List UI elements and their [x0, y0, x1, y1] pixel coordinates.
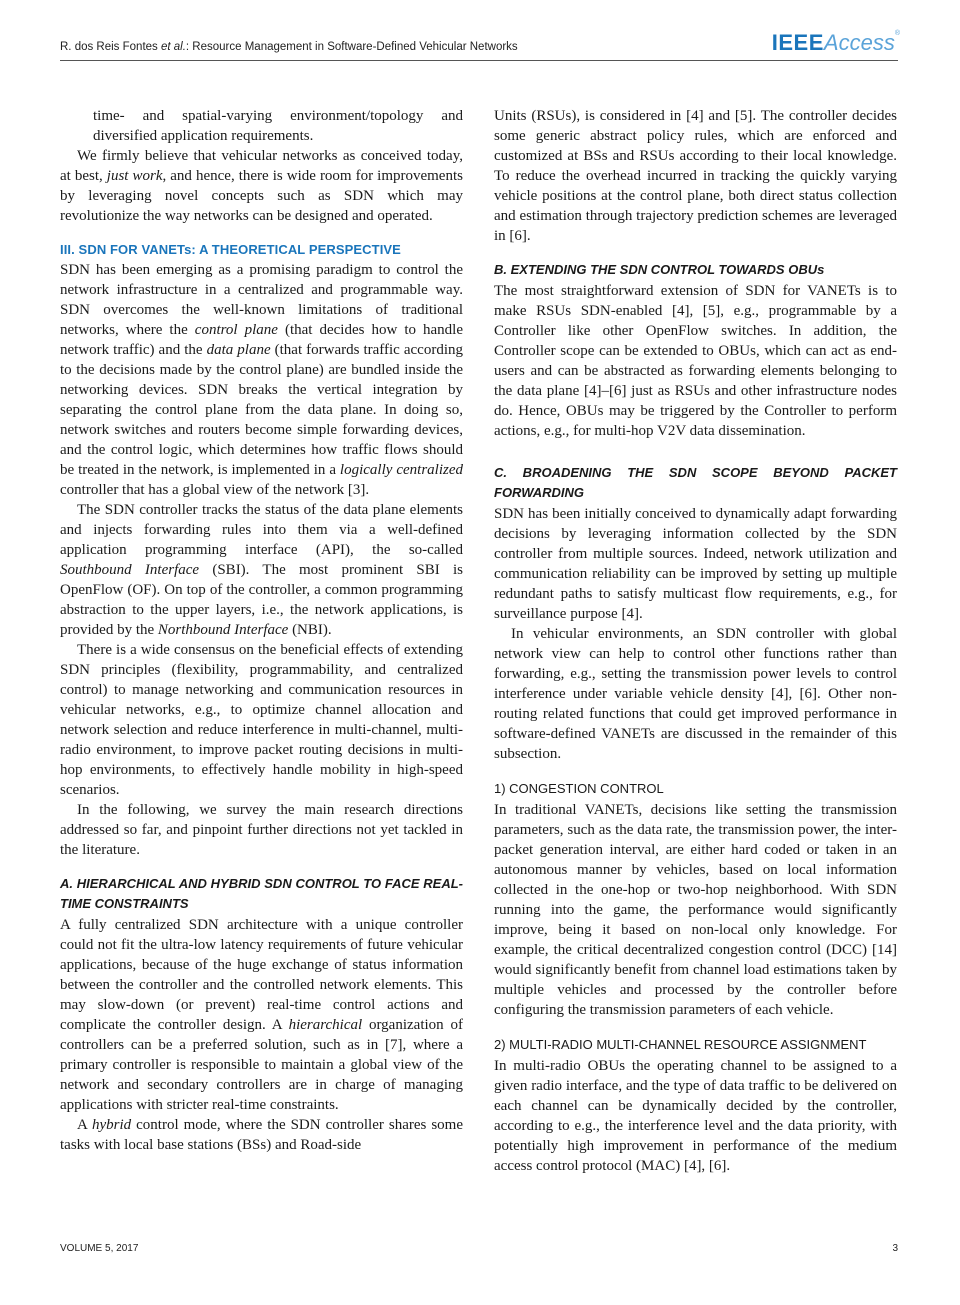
- paragraph: In traditional VANETs, decisions like setting the transmission parameters, such as the data rate, the transmission power, the inter-packet generation interval, are either hard coded or taken in an autonomous manner by vehicles, based on local information collected in the one-hop or two-hop neighborhood. With SDN running into the game, the performance would significantly improve, being it based on non-local only knowledge. For example, the critical decentralized congestion control (DCC) [14] would significantly benefit from channel load estimations taken by multiple vehicles and processed by the controller before configuring the transmission parameters of each vehicle.: [494, 802, 897, 1018]
- header-rule: [60, 60, 898, 61]
- paragraph: The SDN controller tracks the status of the data plane elements and injects forwarding rules into them via a well-defined application programming interface (API), the so-called Southbound Interface (SBI). The most prominent SBI is OpenFlow (OF). On top of the controller, a common programming abstraction to the upper layers, i.e., the network applications, is provided by the Northbound Interface (NBI).: [60, 502, 463, 638]
- subsubsection-heading: 1) CONGESTION CONTROL: [494, 781, 664, 796]
- subsection-heading: A. HIERARCHICAL AND HYBRID SDN CONTROL TO FACE REAL-TIME CONSTRAINTS: [60, 876, 463, 911]
- paragraph: We firmly believe that vehicular networks as conceived today, at best, just work, and hence, there is wide room for improvements by leveraging novel concepts such as SDN which may revolutionize the way networks can be designed and operated.: [60, 148, 463, 224]
- paragraph: In multi-radio OBUs the operating channel to be assigned to a given radio interface, and the type of data traffic to be delivered on each channel can be dynamically decided by the controller, according to e.g., the interference level and the data priority, with potentially high improvement in performance of the medium access control protocol (MAC) [4], [6].: [494, 1058, 897, 1174]
- paragraph: In the following, we survey the main research directions addressed so far, and pinpoint further directions not yet tackled in the literature.: [60, 802, 463, 858]
- logo-ieee: IEEE: [771, 30, 824, 55]
- paragraph: A fully centralized SDN architecture with a unique controller could not fit the ultra-low latency requirements of future vehicular applications, because of the huge exchange of status information between the controller and the controlled network elements. This may slow-down (or prevent) real-time control actions and complicate the controller design. A hierarchical organization of controllers can be a preferred solution, such as in [7], where a primary controller is responsible to maintain a global view of the network and secondary controllers are in charge of managing applications with stricter real-time constraints.: [60, 917, 463, 1113]
- subsection-heading: B. EXTENDING THE SDN CONTROL TOWARDS OBUs: [494, 262, 825, 277]
- running-head: [60, 30, 900, 60]
- authors: R. dos Reis Fontes: [60, 41, 161, 53]
- logo-access: Access: [823, 30, 895, 55]
- paragraph: Units (RSUs), is considered in [4] and [5]. The controller decides some generic abstract policy rules, which are enforced and customized at BSs and RSUs according to their local knowledge. To reduce the overhead incurred in tracking the quickly varying vehicle positions at the control plane, both direct status collection and estimation through trajectory prediction schemes are leveraged in [6].: [494, 108, 897, 244]
- running-title: : Resource Management in Software-Defined Vehicular Networks: [185, 41, 518, 53]
- subsubsection-heading: 2) MULTI-RADIO MULTI-CHANNEL RESOURCE ASSIGNMENT: [494, 1037, 867, 1052]
- page-number: 3: [892, 1243, 898, 1254]
- paragraph: The most straightforward extension of SDN for VANETs is to make RSUs SDN-enabled [4], [5], e.g., programmable by a Controller like other OpenFlow switches. In addition, the Controller scope can be extended to OBUs, which can act as end-users and can be abstracted as forwarding elements belonging to the data plane [4]–[6] just as RSUs and other infrastructure nodes do. Hence, OBUs may be triggered by the Controller to perform actions, e.g., for multi-hop V2V data dissemination.: [494, 283, 897, 439]
- paragraph: SDN has been emerging as a promising paradigm to control the network infrastructure in a centralized and programmable way. SDN overcomes the well-known limitations of traditional networks, where the control plane (that decides how to handle network traffic) and the data plane (that forwards traffic according to the decisions made by the control plane) are bundled inside the networking devices. SDN breaks the vertical integration by separating the control plane from the data plane. In doing so, network switches and routers become simple forwarding devices, and the control logic, which determines how traffic flows should be treated in the network, is implemented in a logically centralized controller that has a global view of the network [3].: [60, 262, 463, 498]
- authors-etal: et al.: [160, 41, 186, 53]
- paragraph: SDN has been initially conceived to dynamically adapt forwarding decisions by leveraging information collected by the SDN controller from multiple sources. Indeed, network utilization and communication reliability can be improved by setting up multiple redundant paths to satisfy multicast flow requirements, e.g., for surveillance purpose [4].: [494, 506, 897, 622]
- paragraph: There is a wide consensus on the beneficial effects of extending SDN principles (flexibility, programmability, and centralized control) to manage networking and communication resources in vehicular networks, e.g., to optimize channel allocation and network selection and reduce interference in multi-channel, multi-radio environment, to improve packet routing decisions in multi-hop environments, to effectively handle mobility in high-speed scenarios.: [60, 642, 463, 798]
- paragraph: A hybrid control mode, where the SDN controller shares some tasks with local base stations (BSs) and Road-side: [60, 1117, 463, 1153]
- paragraph: In vehicular environments, an SDN controller with global network view can help to control other functions rather than forwarding, e.g., setting the transmission power levels to control interference under variable vehicle density [4], [6]. Other non-routing related functions that could get improved performance in software-defined VANETs are discussed in the remainder of this subsection.: [494, 626, 897, 762]
- ieee-access-logo: [772, 30, 900, 56]
- right-column: [494, 106, 897, 1176]
- subsection-heading: C. BROADENING THE SDN SCOPE BEYOND PACKET FORWARDING: [494, 465, 897, 500]
- section-heading: III. SDN FOR VANETs: A THEORETICAL PERSPECTIVE: [60, 242, 401, 257]
- left-column: [60, 106, 463, 1155]
- logo-trademark: ®: [894, 30, 900, 37]
- volume-label: VOLUME 5, 2017: [60, 1243, 139, 1254]
- page-footer: [60, 1243, 898, 1259]
- running-head-text: [60, 41, 518, 53]
- paragraph: time- and spatial-varying environment/topology and diversified application requirements.: [93, 108, 463, 144]
